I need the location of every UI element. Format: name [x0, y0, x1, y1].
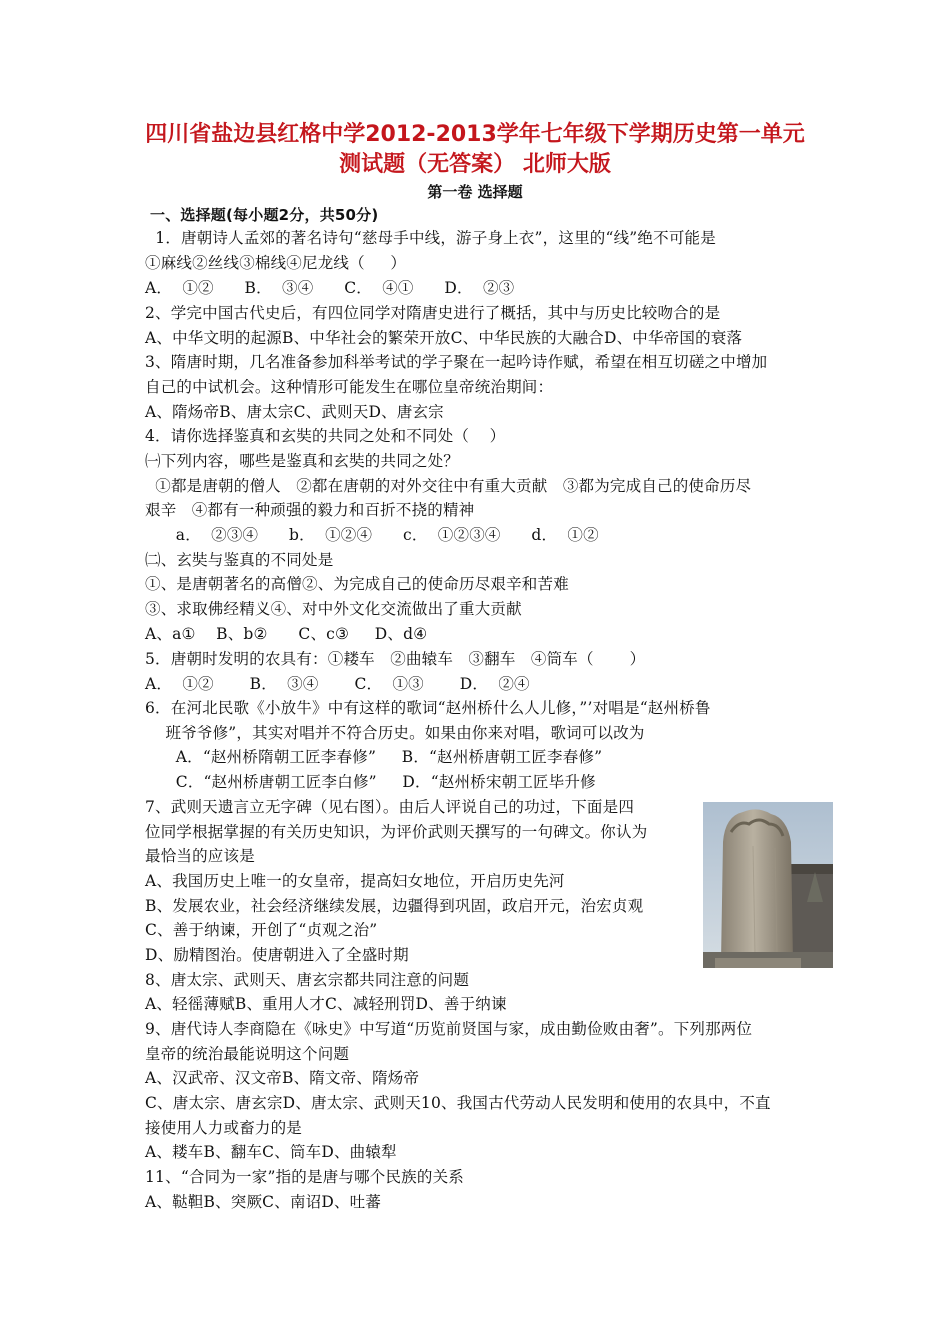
answer-option: A、我国历史上唯一的女皇帝，提高妇女地位，开启历史先河 — [145, 872, 565, 890]
question-line: 9、唐代诗人李商隐在《咏史》中写道“历览前贤国与家，成由勤俭败由奢”。下列那两位 — [145, 1020, 753, 1038]
answer-options: A、汉武帝、汉文帝B、隋文帝、隋炀帝 — [145, 1069, 420, 1087]
answer-options: A、中华文明的起源B、中华社会的繁荣开放C、中华民族的大融合D、中华帝国的衰落 — [145, 329, 743, 347]
question-line: ①都是唐朝的僧人 ②都在唐朝的对外交往中有重大贡献 ③都为完成自己的使命历尽 — [145, 477, 752, 495]
question-line: 7、武则天遗言立无字碑（见右图）。由后人评说自己的功过，下面是四 — [145, 798, 635, 816]
question-line: 班爷爷修”，其实对唱并不符合历史。如果由你来对唱，歌词可以改为 — [145, 724, 645, 742]
section-heading: 一、选择题(每小题2分，共50分) — [150, 206, 379, 224]
question-line: 3、隋唐时期，几名准备参加科举考试的学子聚在一起吟诗作赋，希望在相互切磋之中增加 — [145, 353, 768, 371]
question-line: 接使用人力或畜力的是 — [145, 1119, 303, 1137]
answer-options: A． ①② B． ③④ C． ①③ D． ②④ — [145, 675, 530, 693]
question-line: ㈡、玄奘与鉴真的不同处是 — [145, 551, 334, 569]
question-line: 皇帝的统治最能说明这个问题 — [145, 1045, 350, 1063]
question-line: 6．在河北民歌《小放牛》中有这样的歌词“赵州桥什么人儿修，”’对唱是“赵州桥鲁 — [145, 699, 711, 717]
question-line: 2、学完中国古代史后，有四位同学对隋唐史进行了概括，其中与历史比较吻合的是 — [145, 304, 721, 322]
question-line: ①麻线②丝线③棉线④尼龙线（ ） — [145, 254, 407, 272]
answer-option: B、发展农业，社会经济继续发展，边疆得到巩固，政启开元，治宏贞观 — [145, 897, 644, 915]
question-line: 自己的中试机会。这种情形可能发生在哪位皇帝统治期间： — [145, 378, 554, 396]
question-line: 艰辛 ④都有一种顽强的毅力和百折不挠的精神 — [145, 501, 475, 519]
answer-options: A． ①② B． ③④ C． ④① D． ②③ — [145, 279, 515, 297]
question-line: 最恰当的应该是 — [145, 847, 255, 865]
answer-options: C．“赵州桥唐朝工匠李白修” D．“赵州桥宋朝工匠毕升修 — [145, 773, 596, 791]
question-line: ③、求取佛经精义④、对中外文化交流做出了重大贡献 — [145, 600, 522, 618]
answer-option: D、励精图治。使唐朝进入了全盛时期 — [145, 946, 409, 964]
question-line: 8、唐太宗、武则天、唐玄宗都共同注意的问题 — [145, 971, 470, 989]
answer-option: C、善于纳谏，开创了“贞观之治” — [145, 921, 378, 939]
answer-options: A、隋炀帝B、唐太宗C、武则天D、唐玄宗 — [145, 403, 444, 421]
answer-options: A．“赵州桥隋朝工匠李春修” B．“赵州桥唐朝工匠李春修” — [145, 748, 603, 766]
question-line: 4．请你选择鉴真和玄奘的共同之处和不同处（ ） — [145, 427, 506, 445]
answer-options: a． ②③④ b． ①②④ c． ①②③④ d． ①② — [145, 526, 599, 544]
wordless-stele-photo — [703, 802, 833, 968]
answer-options: A、鞑靼B、突厥C、南诏D、吐蕃 — [145, 1193, 382, 1211]
title-line-2: 测试题（无答案） 北师大版 — [339, 152, 611, 177]
question-line: 11、“合同为一家”指的是唐与哪个民族的关系 — [145, 1168, 464, 1186]
answer-options: A、耧车B、翻车C、筒车D、曲辕犁 — [145, 1143, 397, 1161]
question-line: 位同学根据掌握的有关历史知识，为评价武则天撰写的一句碑文。你认为 — [145, 823, 648, 841]
paper-subtitle: 第一卷 选择题 — [427, 183, 523, 201]
answer-options: A、a① B、b② C、c③ D、d④ — [145, 625, 428, 643]
title-line-1: 四川省盐边县红格中学2012-2013学年七年级下学期历史第一单元 — [145, 122, 805, 147]
question-line: ①、是唐朝著名的高僧②、为完成自己的使命历尽艰辛和苦难 — [145, 575, 569, 593]
question-line: 1．唐朝诗人孟郊的著名诗句“慈母手中线，游子身上衣”，这里的“线”绝不可能是 — [145, 229, 716, 247]
answer-options: C、唐太宗、唐玄宗D、唐太宗、武则天10、我国古代劳动人民发明和使用的农具中，不直 — [145, 1094, 771, 1112]
question-line: ㈠下列内容，哪些是鉴真和玄奘的共同之处？ — [145, 452, 460, 470]
answer-options: A、轻徭薄赋B、重用人才C、减轻刑罚D、善于纳谏 — [145, 995, 507, 1013]
question-line: 5．唐朝时发明的农具有：①耧车 ②曲辕车 ③翻车 ④筒车（ ） — [145, 650, 646, 668]
